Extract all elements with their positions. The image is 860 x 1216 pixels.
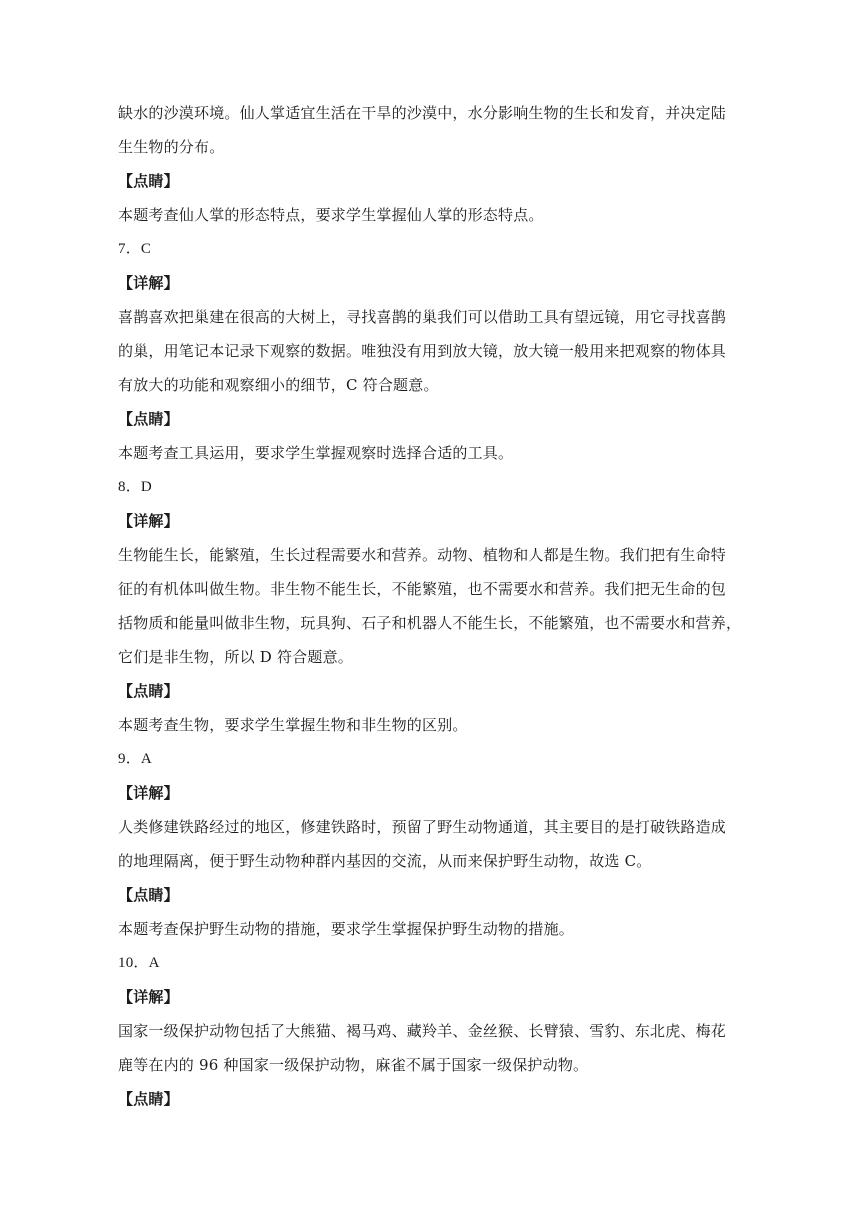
document-page bbox=[118, 96, 744, 1116]
body-text-line: 生生物的分布。 bbox=[118, 138, 225, 156]
body-text-line: 生物能生长，能繁殖，生长过程需要水和营养。动物、植物和人都是生物。我们把有生命特 bbox=[118, 546, 727, 564]
section-label-dianjing: 【点睛】 bbox=[118, 1090, 179, 1108]
body-text-line: 征的有机体叫做生物。非生物不能生长，不能繁殖，也不需要水和营养。我们把无生命的包 bbox=[118, 580, 727, 598]
body-text-line: 的地理隔离，便于野生动物种群内基因的交流，从而来保护野生动物，故选 C。 bbox=[118, 852, 652, 870]
section-label-dianjing: 【点睛】 bbox=[118, 172, 179, 190]
section-label-xiangjie: 【详解】 bbox=[118, 988, 179, 1006]
section-label-dianjing: 【点睛】 bbox=[118, 886, 179, 904]
body-text-line: 人类修建铁路经过的地区，修建铁路时，预留了野生动物通道，其主要目的是打破铁路造成 bbox=[118, 818, 727, 836]
body-text-line: 的巢，用笔记本记录下观察的数据。唯独没有用到放大镜，放大镜一般用来把观察的物体具 bbox=[118, 342, 727, 360]
body-text-line: 本题考查仙人掌的形态特点，要求学生掌握仙人掌的形态特点。 bbox=[118, 206, 544, 224]
section-label-xiangjie: 【详解】 bbox=[118, 784, 179, 802]
body-text-line: 括物质和能量叫做非生物，玩具狗、石子和机器人不能生长，不能繁殖，也不需要水和营养， bbox=[118, 614, 742, 632]
body-text-line: 喜鹊喜欢把巢建在很高的大树上，寻找喜鹊的巢我们可以借助工具有望远镜，用它寻找喜鹊 bbox=[118, 308, 727, 326]
body-text-line: 有放大的功能和观察细小的细节，C 符合题意。 bbox=[118, 376, 439, 394]
answer-line-9: 9．A bbox=[118, 751, 152, 767]
body-text-line: 国家一级保护动物包括了大熊猫、褐马鸡、藏羚羊、金丝猴、长臂猿、雪豹、东北虎、梅花 bbox=[118, 1022, 727, 1040]
body-text-line: 本题考查生物，要求学生掌握生物和非生物的区别。 bbox=[118, 716, 468, 734]
section-label-xiangjie: 【详解】 bbox=[118, 512, 179, 530]
answer-line-10: 10．A bbox=[118, 955, 160, 971]
body-text-line: 它们是非生物，所以 D 符合题意。 bbox=[118, 648, 353, 666]
section-label-xiangjie: 【详解】 bbox=[118, 274, 179, 292]
body-text-line: 缺水的沙漠环境。仙人掌适宜生活在干旱的沙漠中，水分影响生物的生长和发育，并决定陆 bbox=[118, 104, 727, 122]
body-text-line: 鹿等在内的 96 种国家一级保护动物，麻雀不属于国家一级保护动物。 bbox=[118, 1056, 589, 1074]
answer-line-7: 7．C bbox=[118, 241, 152, 257]
answer-line-8: 8．D bbox=[118, 479, 152, 495]
section-label-dianjing: 【点睛】 bbox=[118, 410, 179, 428]
body-text-line: 本题考查工具运用，要求学生掌握观察时选择合适的工具。 bbox=[118, 444, 514, 462]
body-text-line: 本题考查保护野生动物的措施，要求学生掌握保护野生动物的措施。 bbox=[118, 920, 575, 938]
section-label-dianjing: 【点睛】 bbox=[118, 682, 179, 700]
